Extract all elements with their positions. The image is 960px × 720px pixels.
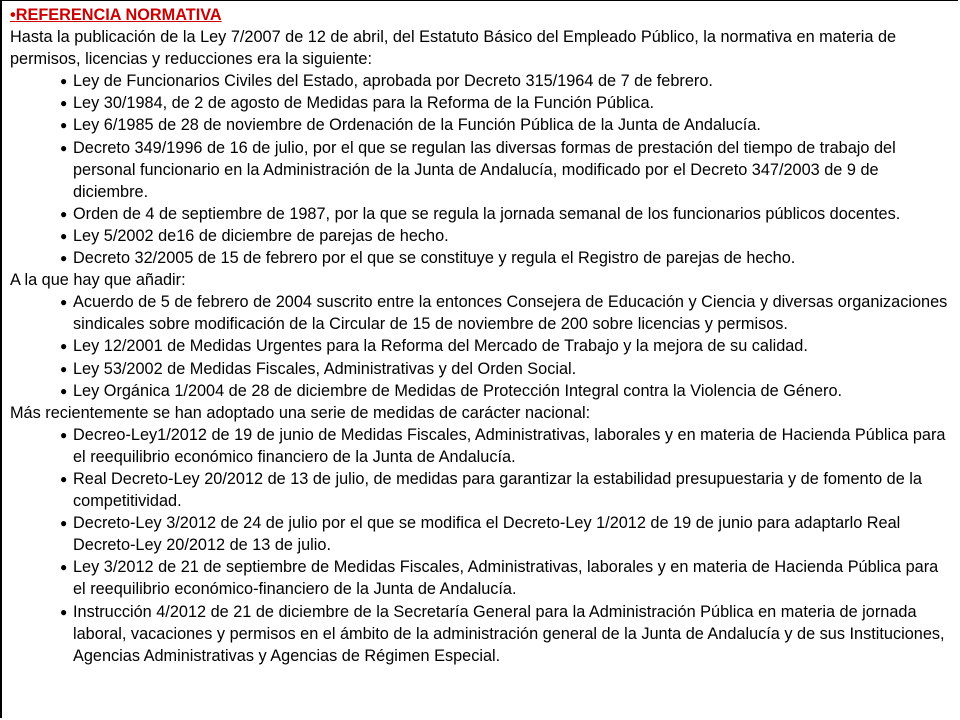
bullet-icon: ● xyxy=(60,140,68,155)
list-item xyxy=(10,247,950,269)
recent-measures-paragraph: Más recientemente se han adoptado una serie de medidas de carácter nacional: xyxy=(10,403,591,422)
list-item-text: Decreto 349/1996 de 16 de julio, por el que se regulan las diversas formas de prestación del tiempo de trabajo del personal funcionario en la Administración de la Junta de Andalucía, modificado por el Decreto 347/2003 de 9 de diciembre. xyxy=(73,138,896,201)
list-item-text: Ley 3/2012 de 21 de septiembre de Medidas Fiscales, Administrativas, laborales y en materia de Hacienda Pública para el reequilibrio económico-financiero de la Junta de Andalucía. xyxy=(73,558,939,599)
bullet-icon: ● xyxy=(60,383,68,398)
list-item-text: Ley 6/1985 de 28 de noviembre de Ordenación de la Función Pública de la Junta de Andalucía. xyxy=(73,116,761,135)
bullet-icon: ● xyxy=(60,516,68,531)
list-item-text: Ley 12/2001 de Medidas Urgentes para la Reforma del Mercado de Trabajo y la mejora de su calidad. xyxy=(73,337,808,356)
list-item xyxy=(10,468,950,512)
list-item-text: Ley 53/2002 de Medidas Fiscales, Administrativas y del Orden Social. xyxy=(73,359,577,378)
list-item xyxy=(10,556,950,600)
bullet-icon: ● xyxy=(60,560,68,575)
slide-content xyxy=(10,4,950,667)
list-item-text: Decreo-Ley1/2012 de 19 de junio de Medidas Fiscales, Administrativas, laborales y en materia de Hacienda Pública para el reequilibrio económico financiero de la Junta de Andalucía. xyxy=(73,425,946,466)
bullet-icon: ● xyxy=(60,427,68,442)
addition-paragraph: A la que hay que añadir: xyxy=(10,271,186,290)
list-item xyxy=(10,225,950,247)
list-item xyxy=(10,203,950,225)
bullet-icon: ● xyxy=(60,604,68,619)
bullet-icon: ● xyxy=(60,96,68,111)
bullet-icon: ● xyxy=(60,228,68,243)
bullet-icon: ● xyxy=(60,118,68,133)
bullet-icon: ● xyxy=(60,295,68,310)
list-item xyxy=(10,137,950,203)
bullet-icon: ● xyxy=(60,251,68,266)
list-item xyxy=(10,512,950,556)
list-item-text: Instrucción 4/2012 de 21 de diciembre de la Secretaría General para la Administración Pública en materia de jornada laboral, vacaciones y permisos en el ámbito de la administración general de la Junta de Andalucía y de sus Instituciones, Agencias Administrativas y Agencias de Régimen Especial. xyxy=(73,602,945,665)
bullet-icon: ● xyxy=(60,361,68,376)
regulation-list-initial xyxy=(10,70,950,269)
list-item-text: Ley de Funcionarios Civiles del Estado, aprobada por Decreto 315/1964 de 7 de febrero. xyxy=(73,72,713,91)
list-item xyxy=(10,291,950,335)
list-item-text: Ley 5/2002 de16 de diciembre de parejas de hecho. xyxy=(73,226,449,245)
regulation-list-additions xyxy=(10,291,950,401)
list-item xyxy=(10,358,950,380)
list-item xyxy=(10,424,950,468)
section-heading xyxy=(10,4,950,26)
list-item xyxy=(10,380,950,402)
list-item xyxy=(10,601,950,667)
list-item-text: Real Decreto-Ley 20/2012 de 13 de julio, de medidas para garantizar la estabilidad presupuestaria y de fomento de la competitividad. xyxy=(73,469,922,511)
bullet-icon: ● xyxy=(60,74,68,89)
heading-text: REFERENCIA NORMATIVA xyxy=(15,6,222,24)
list-item-text: Decreto 32/2005 de 15 de febrero por el que se constituye y regula el Registro de parejas de hecho. xyxy=(73,249,796,268)
list-item xyxy=(10,92,950,114)
list-item-text: Acuerdo de 5 de febrero de 2004 suscrito entre la entonces Consejera de Educación y Ciencia y diversas organizaciones sindicales sobre modificación de la Circular de 15 de noviembre de 200 sobre licencias y permisos. xyxy=(73,293,948,334)
list-item xyxy=(10,335,950,357)
list-item-text: Ley Orgánica 1/2004 de 28 de diciembre de Medidas de Protección Integral contra la Violencia de Género. xyxy=(73,381,843,400)
list-item-text: Ley 30/1984, de 2 de agosto de Medidas para la Reforma de la Función Pública. xyxy=(73,94,655,113)
list-item xyxy=(10,114,950,136)
intro-paragraph: Hasta la publicación de la Ley 7/2007 de 12 de abril, del Estatuto Básico del Empleado Público, la normativa en materia de permisos, licencias y reducciones era la siguiente: xyxy=(10,28,897,69)
bullet-icon: ● xyxy=(60,471,68,486)
list-item-text: Decreto-Ley 3/2012 de 24 de julio por el que se modifica el Decreto-Ley 1/2012 de 19 de junio para adaptarlo Real Decreto-Ley 20/2012 de 13 de julio. xyxy=(73,514,901,555)
regulation-list-recent xyxy=(10,424,950,667)
bullet-icon: ● xyxy=(60,206,68,221)
heading-bullet: • xyxy=(10,6,16,24)
list-item-text: Orden de 4 de septiembre de 1987, por la que se regula la jornada semanal de los funcionarios públicos docentes. xyxy=(73,204,901,223)
bullet-icon: ● xyxy=(60,339,68,354)
list-item xyxy=(10,70,950,92)
